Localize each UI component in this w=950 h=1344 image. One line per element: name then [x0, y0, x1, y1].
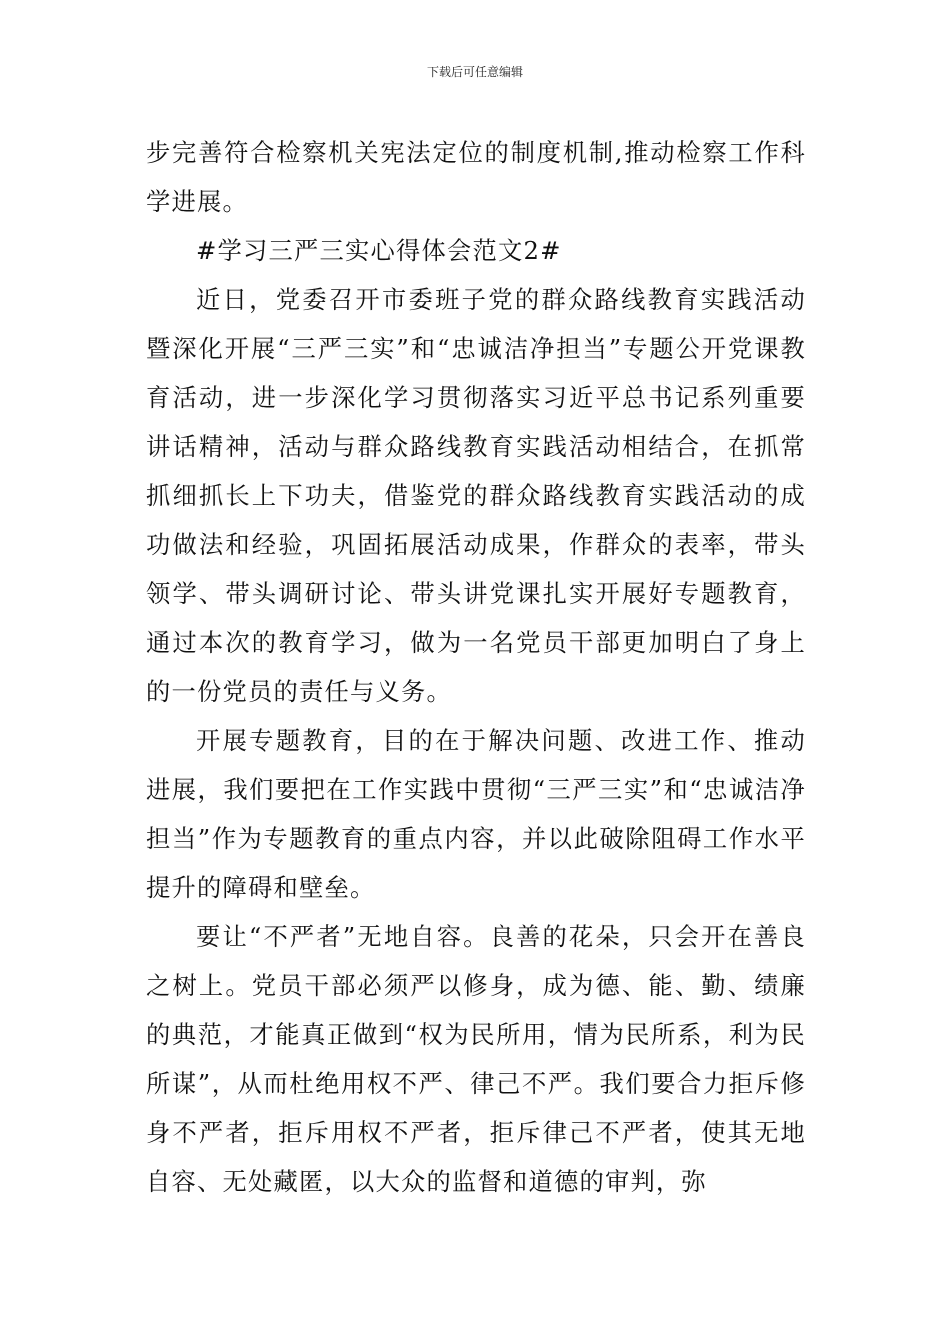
paragraph: 近日，党委召开市委班子党的群众路线教育实践活动暨深化开展“三严三实”和“忠诚洁净担当”专题公开党课教育活动，进一步深化学习贯彻落实习近平总书记系列重要讲话精神，活动与群众路线教育实践活动相结合，在抓常抓细抓长上下功夫，借鉴党的群众路线教育实践活动的成功做法和经验，巩固拓展活动成果，作群众的表率，带头领学、带头调研讨论、带头讲党课扎实开展好专题教育，通过本次的教育学习，做为一名党员干部更加明白了身上的一份党员的责任与义务。	[146, 285, 806, 706]
document-body	[146, 128, 806, 1206]
paragraph: 开展专题教育，目的在于解决问题、改进工作、推动进展，我们要把在工作实践中贯彻“三严三实”和“忠诚洁净担当”作为专题教育的重点内容，并以此破除阻碍工作水平提升的障碍和壁垒。	[146, 726, 806, 902]
page-header-note: 下载后可任意编辑	[426, 65, 523, 79]
paragraph-continuation: 步完善符合检察机关宪法定位的制度机制,推动检察工作科学进展。	[146, 138, 806, 216]
paragraph: 要让“不严者”无地自容。良善的花朵，只会开在善良之树上。党员干部必须严以修身，成为德、能、勤、绩廉的典范，才能真正做到“权为民所用，情为民所系，利为民所谋”，从而杜绝用权不严、律己不严。我们要合力拒斥修身不严者，拒斥用权不严者，拒斥律己不严者，使其无地自容、无处藏匿，以大众的监督和道德的审判，弥	[146, 922, 806, 1196]
section-heading: #学习三严三实心得体会范文2#	[196, 236, 562, 265]
